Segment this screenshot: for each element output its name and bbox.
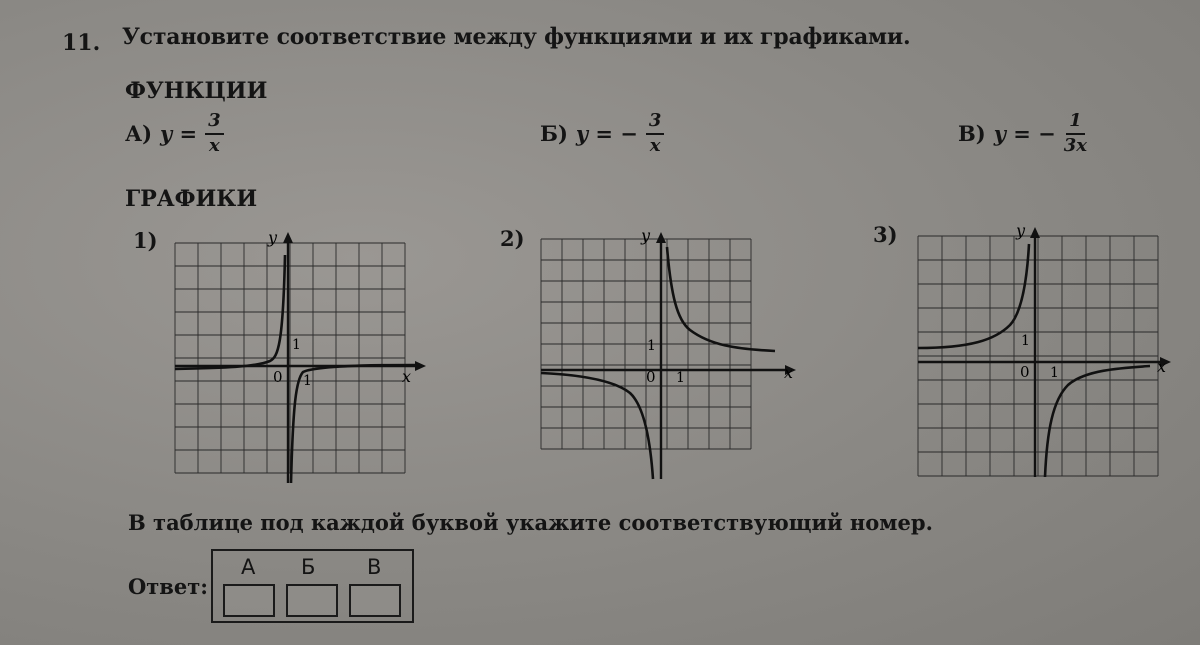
x-axis-label: x — [1157, 357, 1167, 376]
x-axis-label: x — [784, 363, 794, 382]
function-lhs: y = — [160, 121, 198, 146]
y-axis-arrow — [283, 232, 293, 243]
answer-column-b: Б — [301, 555, 316, 579]
graph-2 — [535, 225, 800, 490]
curve-branch-2 — [667, 247, 775, 351]
origin-label: 0 — [1020, 363, 1030, 381]
task-text: Установите соответствие между функциями и их графиками. — [122, 24, 911, 50]
grid — [918, 236, 1158, 476]
graph-3 — [910, 220, 1175, 485]
function-c — [958, 110, 1087, 157]
answer-column-c: В — [367, 555, 382, 579]
instruction-text: В таблице под каждой буквой укажите соответствующий номер. — [128, 510, 933, 535]
answer-cell-c[interactable] — [349, 584, 401, 617]
graph-2-label: 2) — [500, 226, 525, 251]
grid — [175, 243, 405, 473]
task-number: 11. — [62, 30, 101, 56]
fraction — [205, 110, 224, 157]
origin-label: 0 — [273, 368, 283, 386]
function-a — [125, 110, 224, 157]
origin-label: 0 — [646, 368, 656, 386]
answer-cell-a[interactable] — [223, 584, 275, 617]
x-unit-label: 1 — [676, 370, 685, 386]
y-unit-label: 1 — [647, 338, 656, 354]
curve-branch-1 — [541, 373, 653, 479]
graphs-header: ГРАФИКИ — [125, 186, 258, 212]
graph-1-label: 1) — [133, 228, 158, 253]
graph-1 — [165, 225, 430, 490]
function-letter: Б) — [540, 121, 568, 146]
x-unit-label: 1 — [1050, 365, 1059, 381]
function-lhs: y = − — [993, 121, 1056, 146]
x-axis-arrow — [415, 361, 426, 371]
denominator: x — [209, 134, 220, 156]
answer-cell-b[interactable] — [286, 584, 338, 617]
function-lhs: y = − — [575, 121, 638, 146]
y-axis-label: y — [1016, 221, 1026, 240]
numerator: 3 — [205, 110, 224, 135]
x-unit-label: 1 — [303, 373, 312, 389]
answer-column-a: А — [241, 555, 256, 579]
graph-3-label: 3) — [873, 222, 898, 247]
y-unit-label: 1 — [1021, 333, 1030, 349]
functions-header: ФУНКЦИИ — [125, 78, 268, 104]
numerator: 1 — [1066, 110, 1085, 135]
denominator: x — [649, 134, 661, 156]
answer-label: Ответ: — [128, 574, 209, 599]
function-letter: А) — [125, 121, 153, 146]
function-letter: В) — [958, 121, 986, 146]
y-axis-label: y — [268, 228, 278, 247]
y-axis-label: y — [641, 226, 651, 245]
fraction — [646, 110, 665, 157]
answer-table — [211, 549, 414, 623]
fraction — [1064, 110, 1087, 157]
function-b — [540, 110, 664, 157]
y-axis-arrow — [656, 232, 666, 243]
y-unit-label: 1 — [292, 337, 301, 353]
numerator: 3 — [646, 110, 665, 135]
y-axis-arrow — [1030, 227, 1040, 238]
denominator: 3x — [1063, 134, 1087, 156]
x-axis-label: x — [402, 367, 412, 386]
